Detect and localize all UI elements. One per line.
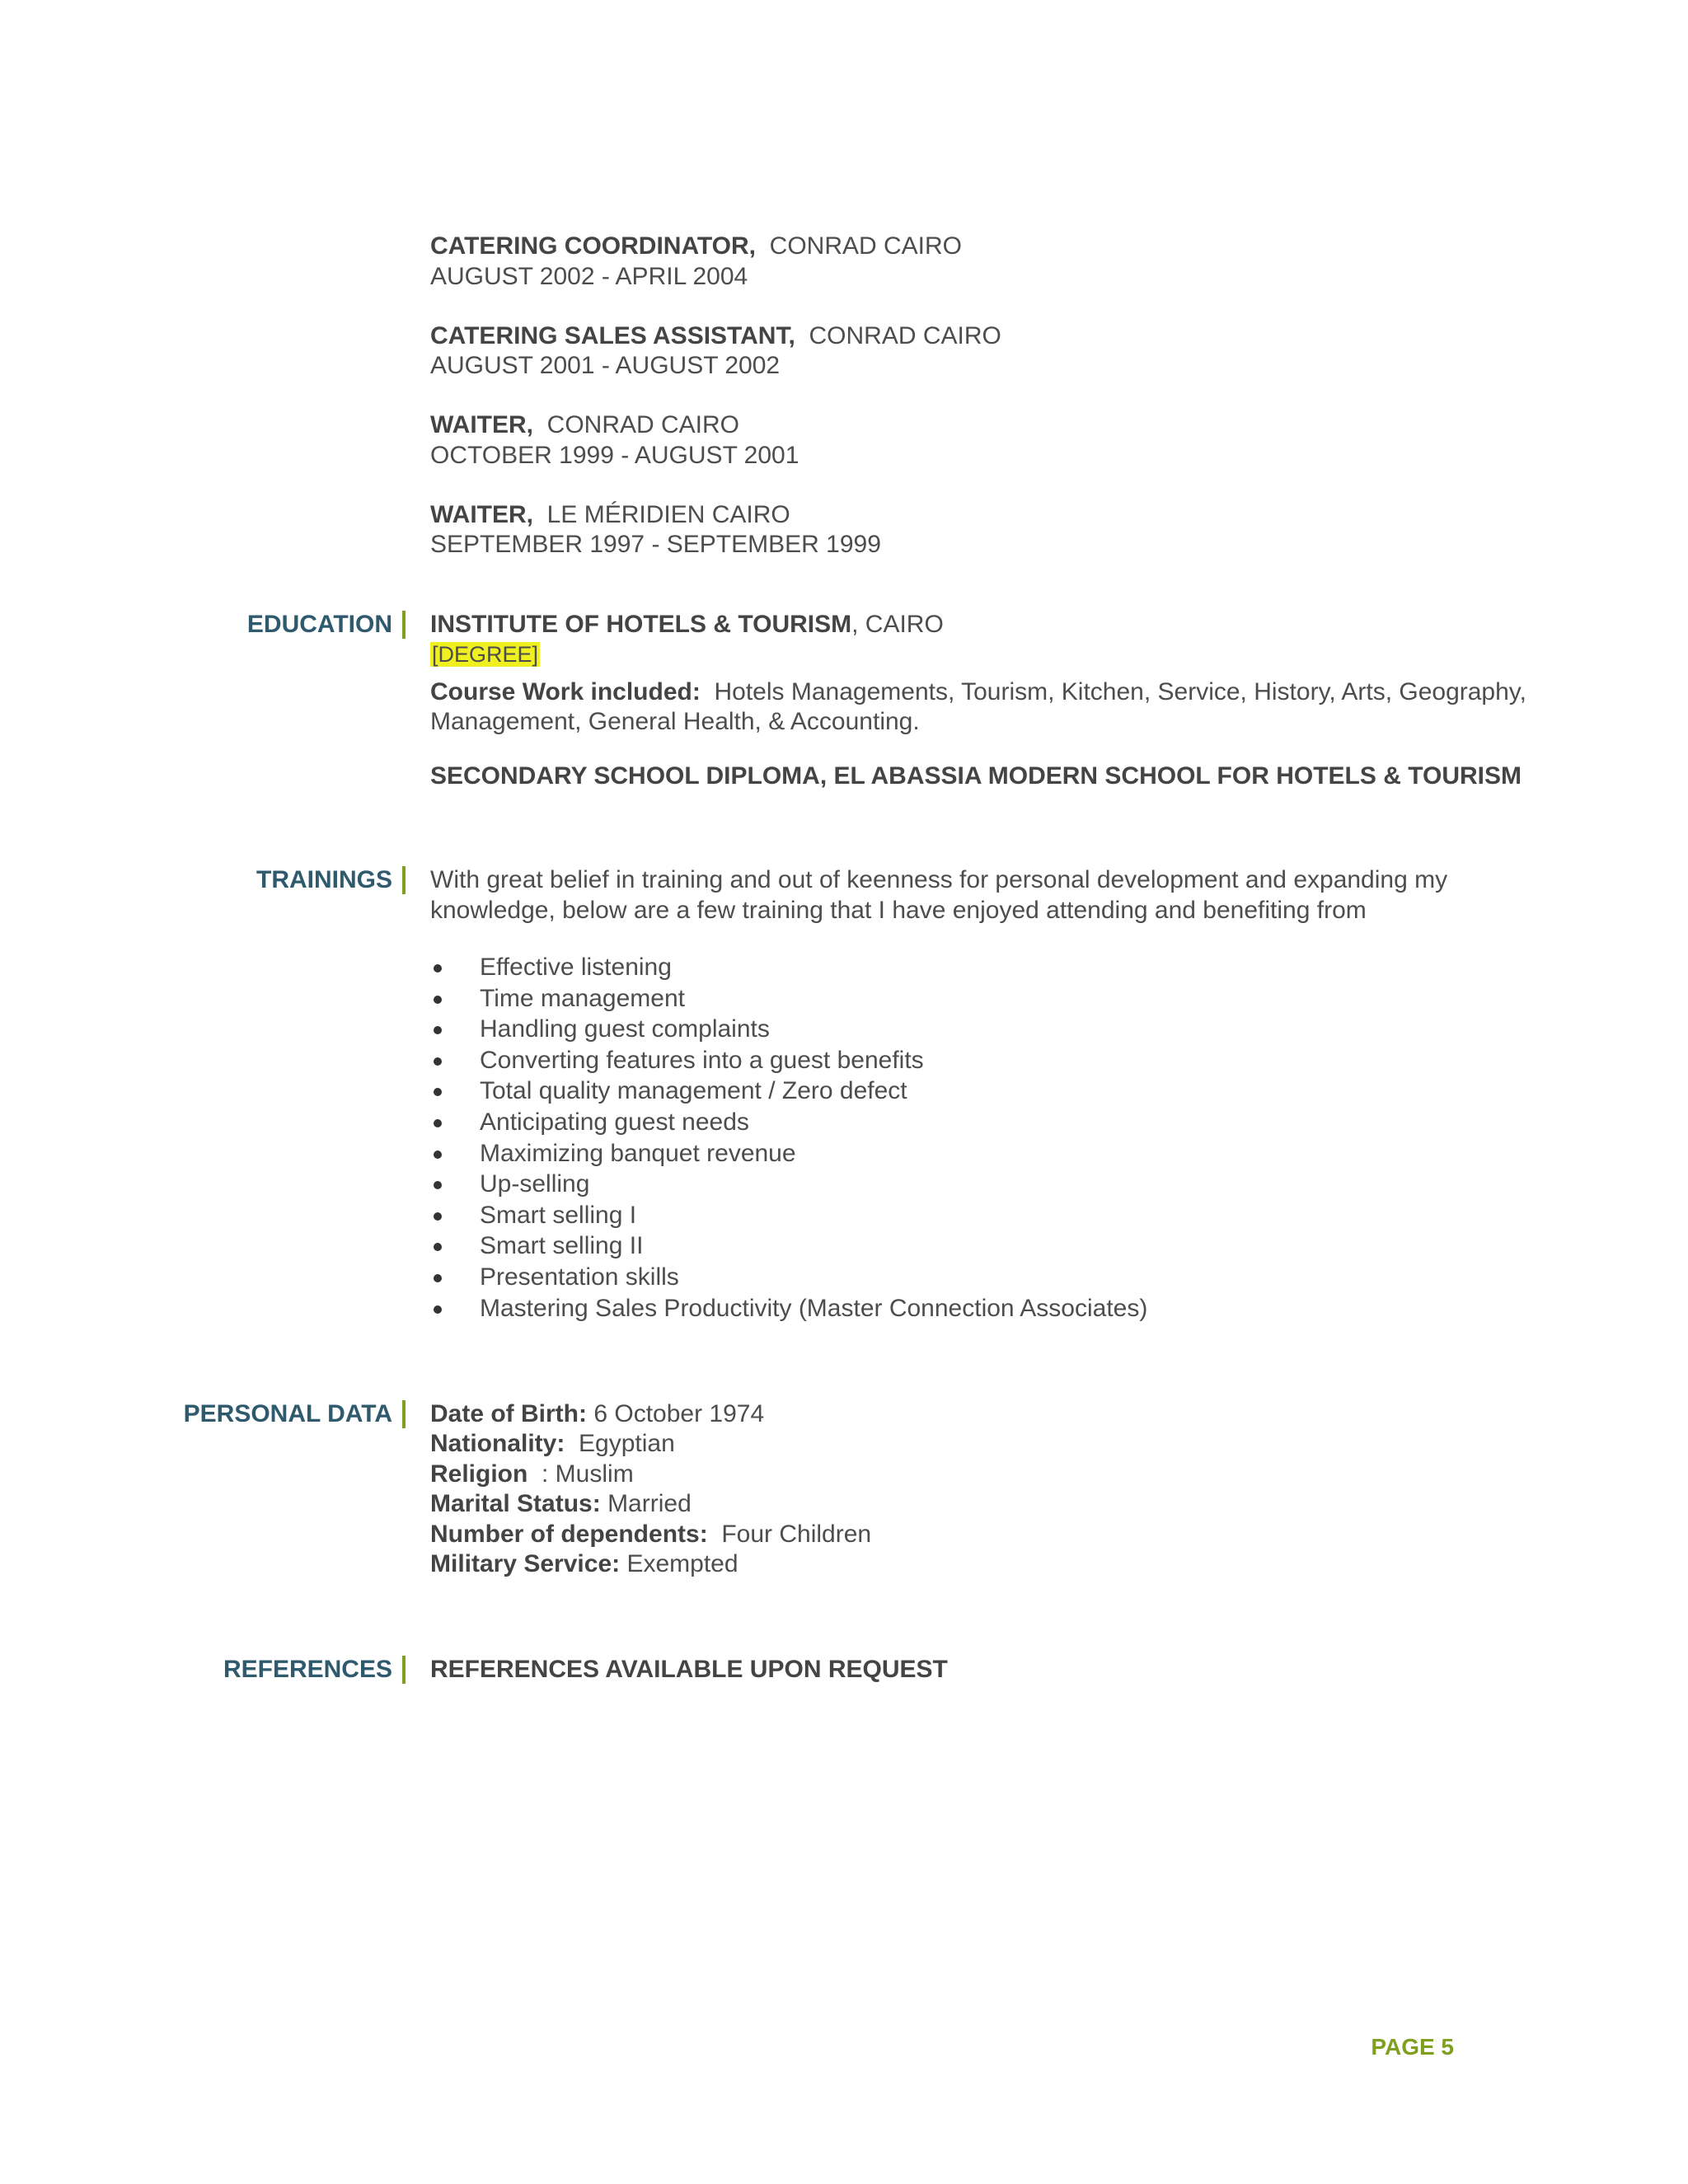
education-institute-line — [430, 610, 944, 640]
coursework-list: Hotels Managements, Tourism, Kitchen, Service, History, Arts, Geography, — [714, 678, 1526, 705]
trainings-list — [430, 952, 1147, 1324]
job-title: CATERING SALES ASSISTANT, — [430, 322, 795, 349]
personal-field-value: Four Children — [721, 1521, 872, 1548]
bullet-icon — [434, 1026, 442, 1034]
list-item: Maximizing banquet revenue — [430, 1138, 1147, 1169]
job-title: WAITER, — [430, 411, 533, 438]
job-dates: AUGUST 2002 - APRIL 2004 — [430, 263, 748, 290]
personal-field-label: Marital Status: — [430, 1490, 601, 1517]
section-divider-bar — [402, 1400, 406, 1428]
job-title: CATERING COORDINATOR, — [430, 232, 756, 260]
list-item: Presentation skills — [430, 1262, 1147, 1293]
list-item: Effective listening — [430, 952, 1147, 983]
job-employer: CONRAD CAIRO — [809, 322, 1001, 349]
list-item: Smart selling II — [430, 1230, 1147, 1262]
personal-field — [430, 1549, 738, 1579]
references-text: REFERENCES AVAILABLE UPON REQUEST — [430, 1656, 948, 1683]
job-title-line — [430, 321, 1001, 351]
personal-field-label: Military Service: — [430, 1550, 621, 1577]
education-institute-city: , CAIRO — [851, 611, 944, 638]
personal-field-label: Date of Birth: — [430, 1400, 587, 1427]
section-label-references: REFERENCES — [223, 1656, 392, 1683]
job-dates: SEPTEMBER 1997 - SEPTEMBER 1999 — [430, 531, 881, 558]
job-title-line — [430, 232, 962, 261]
bullet-icon — [434, 996, 442, 1004]
personal-field-value: Egyptian — [579, 1430, 675, 1457]
bullet-icon — [434, 1151, 442, 1159]
list-item: Converting features into a guest benefits — [430, 1045, 1147, 1076]
section-label-education: EDUCATION — [246, 611, 392, 638]
personal-field-value: 6 October 1974 — [593, 1400, 765, 1427]
section-divider-bar — [402, 1656, 406, 1684]
education-degree-line — [430, 640, 540, 669]
section-label-personal-data: PERSONAL DATA — [183, 1400, 392, 1427]
coursework-line — [430, 677, 1526, 707]
personal-field — [430, 1460, 634, 1489]
personal-field — [430, 1429, 675, 1459]
list-item: Mastering Sales Productivity (Master Connection Associates) — [430, 1293, 1147, 1324]
bullet-icon — [434, 1274, 442, 1282]
personal-field-value: : Muslim — [542, 1460, 634, 1488]
list-item: Total quality management / Zero defect — [430, 1076, 1147, 1107]
job-employer: LE MÉRIDIEN CAIRO — [546, 501, 790, 528]
personal-field-label: Nationality: — [430, 1430, 565, 1457]
personal-field — [430, 1489, 692, 1519]
trainings-intro: With great belief in training and out of keenness for personal development and expanding my — [430, 866, 1448, 893]
personal-field-label: Number of dependents: — [430, 1521, 708, 1548]
personal-field — [430, 1399, 764, 1429]
list-item: Time management — [430, 983, 1147, 1015]
personal-field-label: Religion — [430, 1460, 528, 1488]
list-item: Smart selling I — [430, 1200, 1147, 1231]
list-item: Anticipating guest needs — [430, 1107, 1147, 1138]
bullet-icon — [434, 1181, 442, 1189]
job-employer: CONRAD CAIRO — [769, 232, 963, 260]
coursework-list-continued: Management, General Health, & Accounting. — [430, 708, 920, 735]
section-label-trainings: TRAININGS — [256, 866, 392, 893]
job-title-line — [430, 410, 739, 440]
section-divider-bar — [402, 866, 406, 894]
job-employer: CONRAD CAIRO — [546, 411, 740, 438]
section-divider-bar — [402, 611, 406, 639]
bullet-icon — [434, 1212, 442, 1221]
education-degree: [DEGREE] — [432, 642, 539, 667]
list-item: Handling guest complaints — [430, 1014, 1147, 1045]
education-secondary: SECONDARY SCHOOL DIPLOMA, EL ABASSIA MODERN SCHOOL FOR HOTELS & TOURISM — [430, 762, 1522, 790]
bullet-icon — [434, 1305, 442, 1314]
job-dates: OCTOBER 1999 - AUGUST 2001 — [430, 442, 799, 469]
bullet-icon — [434, 1243, 442, 1251]
job-title-line — [430, 500, 790, 530]
personal-field-value: Exempted — [626, 1550, 738, 1577]
personal-field — [430, 1520, 871, 1549]
page-number: PAGE 5 — [1371, 2034, 1454, 2060]
coursework-label: Course Work included: — [430, 678, 701, 705]
list-item: Up-selling — [430, 1169, 1147, 1200]
personal-field-value: Married — [607, 1490, 692, 1517]
job-dates: AUGUST 2001 - AUGUST 2002 — [430, 352, 781, 379]
bullet-icon — [434, 964, 442, 972]
trainings-intro-continued: knowledge, below are a few training that I have enjoyed attending and benefiting from — [430, 897, 1367, 924]
bullet-icon — [434, 1057, 442, 1066]
bullet-icon — [434, 1088, 442, 1096]
job-title: WAITER, — [430, 501, 533, 528]
bullet-icon — [434, 1119, 442, 1127]
education-institute: INSTITUTE OF HOTELS & TOURISM — [430, 611, 852, 638]
